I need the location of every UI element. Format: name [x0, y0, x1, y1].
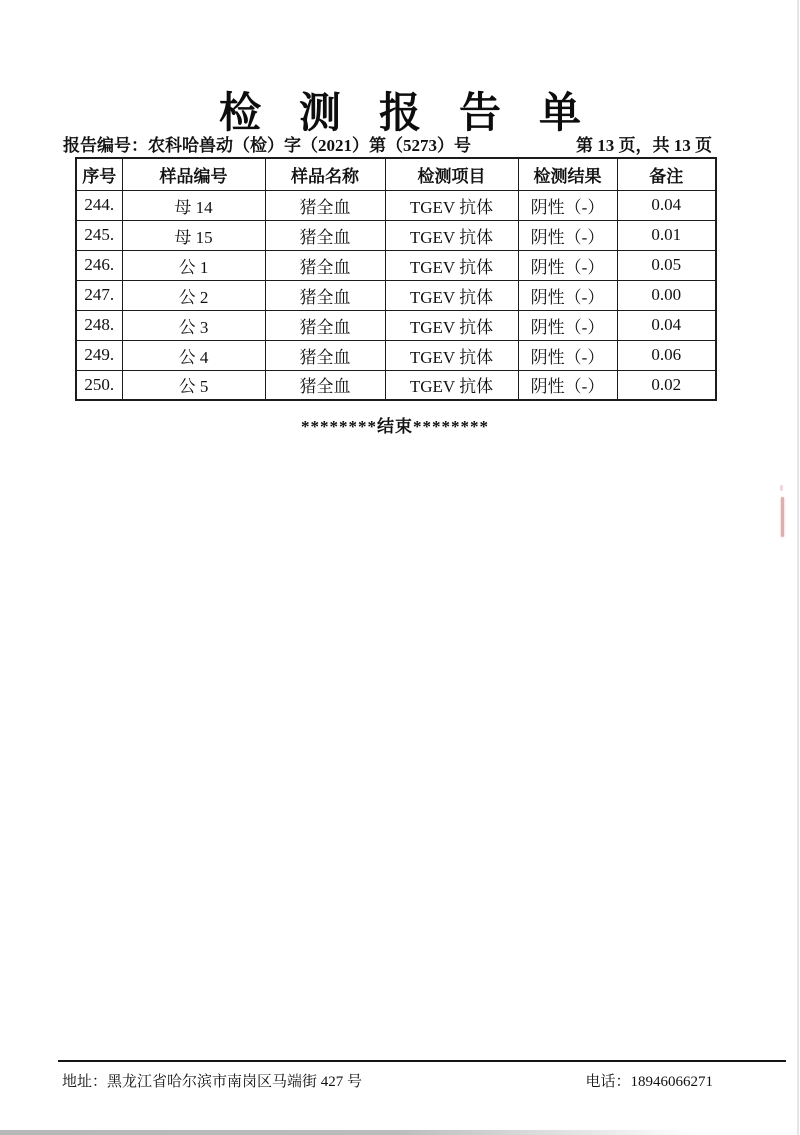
table-cell: 阴性（-）	[518, 340, 617, 370]
page-scan-bottom-edge	[0, 1130, 720, 1135]
table-cell: 0.01	[617, 220, 716, 250]
table-cell: 公 3	[122, 310, 265, 340]
table-cell: 阴性（-）	[518, 220, 617, 250]
column-header: 序号	[76, 158, 122, 190]
table-cell: 猪全血	[265, 220, 385, 250]
page-number-info: 第 13 页，共 13 页	[576, 136, 712, 155]
table-cell: 0.00	[617, 280, 716, 310]
end-of-report-marker: ********结束********	[301, 417, 489, 436]
table-row	[76, 280, 716, 310]
table-cell: TGEV 抗体	[385, 370, 518, 400]
table-cell: TGEV 抗体	[385, 190, 518, 220]
table-cell: 母 14	[122, 190, 265, 220]
footer-phone: 电话：18946066271	[585, 1074, 713, 1090]
results-table	[75, 157, 717, 401]
table-body	[76, 190, 716, 400]
table-row	[76, 220, 716, 250]
table-cell: 猪全血	[265, 190, 385, 220]
table-cell: 247.	[76, 280, 122, 310]
report-number: 报告编号：农科哈兽动（检）字（2021）第（5273）号	[63, 136, 471, 155]
table-cell: 244.	[76, 190, 122, 220]
results-table-container	[75, 157, 715, 437]
table-cell: 公 5	[122, 370, 265, 400]
page-title: 检测报告单	[218, 91, 619, 137]
table-header-row	[76, 158, 716, 190]
page-scan-right-edge	[797, 0, 799, 1135]
table-cell: 母 15	[122, 220, 265, 250]
table-cell: 阴性（-）	[518, 370, 617, 400]
table-cell: 阴性（-）	[518, 190, 617, 220]
table-row	[76, 310, 716, 340]
table-cell: 245.	[76, 220, 122, 250]
table-cell: 0.04	[617, 310, 716, 340]
table-row	[76, 370, 716, 400]
footer-divider	[58, 1060, 786, 1062]
table-cell: 246.	[76, 250, 122, 280]
column-header: 样品编号	[122, 158, 265, 190]
table-cell: 猪全血	[265, 250, 385, 280]
table-cell: 0.06	[617, 340, 716, 370]
table-cell: 阴性（-）	[518, 280, 617, 310]
table-cell: TGEV 抗体	[385, 220, 518, 250]
table-cell: 0.02	[617, 370, 716, 400]
column-header: 备注	[617, 158, 716, 190]
footer-row	[62, 1070, 713, 1091]
table-row	[76, 250, 716, 280]
table-cell: 公 1	[122, 250, 265, 280]
red-ink-dot-artifact	[780, 485, 783, 491]
table-cell: 249.	[76, 340, 122, 370]
table-header	[76, 158, 716, 190]
table-cell: 公 2	[122, 280, 265, 310]
table-cell: 250.	[76, 370, 122, 400]
red-ink-streak-artifact	[781, 497, 784, 537]
table-cell: 猪全血	[265, 340, 385, 370]
table-cell: 猪全血	[265, 370, 385, 400]
footer-address: 地址：黑龙江省哈尔滨市南岗区马端街 427 号	[62, 1074, 363, 1090]
table-cell: 阴性（-）	[518, 250, 617, 280]
table-cell: 阴性（-）	[518, 310, 617, 340]
column-header: 检测结果	[518, 158, 617, 190]
table-cell: 248.	[76, 310, 122, 340]
table-row	[76, 340, 716, 370]
table-cell: 猪全血	[265, 310, 385, 340]
table-cell: TGEV 抗体	[385, 250, 518, 280]
column-header: 样品名称	[265, 158, 385, 190]
table-cell: TGEV 抗体	[385, 310, 518, 340]
table-cell: TGEV 抗体	[385, 280, 518, 310]
table-row	[76, 190, 716, 220]
table-cell: TGEV 抗体	[385, 340, 518, 370]
column-header: 检测项目	[385, 158, 518, 190]
report-meta-row	[63, 131, 712, 156]
table-cell: 公 4	[122, 340, 265, 370]
table-cell: 猪全血	[265, 280, 385, 310]
table-cell: 0.05	[617, 250, 716, 280]
table-cell: 0.04	[617, 190, 716, 220]
